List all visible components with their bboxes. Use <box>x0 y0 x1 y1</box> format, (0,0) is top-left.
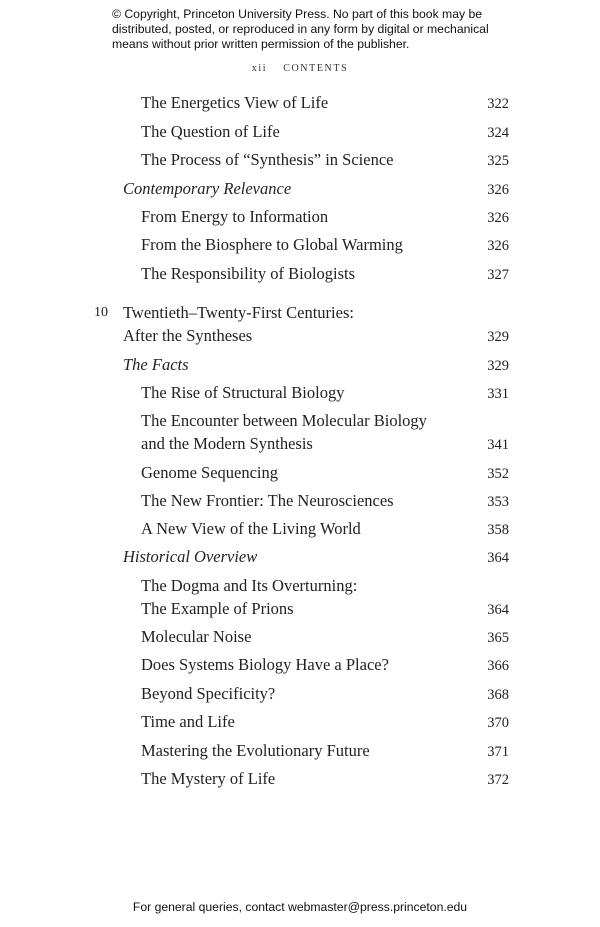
entry-page-number: 358 <box>487 522 509 538</box>
entry-page-number: 327 <box>487 267 509 283</box>
entry-page-number: 370 <box>487 715 509 731</box>
entry-page-number: 329 <box>487 328 509 345</box>
entry-title: The Rise of Structural Biology <box>141 383 345 402</box>
entry-page-number: 371 <box>487 744 509 760</box>
entry-title: The Energetics View of Life <box>141 93 329 112</box>
entry-title: The Responsibility of Biologists <box>141 264 356 283</box>
entry-page-number: 325 <box>487 153 509 169</box>
entry-page-number: 324 <box>487 125 509 141</box>
entry-page-number: 326 <box>487 210 509 226</box>
page-number: xii <box>251 63 268 74</box>
entry-title: A New View of the Living World <box>141 519 361 538</box>
entry-page-number: 322 <box>487 96 509 112</box>
entry-title: From Energy to Information <box>141 207 329 226</box>
entry-title: Genome Sequencing <box>141 463 279 482</box>
entry-title: The Encounter between Molecular Biology <box>141 411 427 430</box>
entry-page-number: 372 <box>487 772 509 788</box>
entry-title: The New Frontier: The Neurosciences <box>141 491 394 510</box>
running-head <box>0 63 600 74</box>
entry-title: From the Biosphere to Global Warming <box>141 235 403 254</box>
entry-title: The Facts <box>123 355 189 374</box>
entry-title-continued: The Example of Prions <box>141 598 294 618</box>
entry-title: Molecular Noise <box>141 627 252 646</box>
entry-page-number: 352 <box>487 466 509 482</box>
entry-page-number: 329 <box>487 358 509 374</box>
entry-title: The Process of “Synthesis” in Science <box>141 150 394 169</box>
entry-title-continued: After the Syntheses <box>123 325 253 345</box>
entry-title: The Mystery of Life <box>141 769 276 788</box>
footer: For general queries, contact webmaster@press.princeton.edu <box>132 900 468 914</box>
running-title: CONTENTS <box>283 63 349 74</box>
entry-page-number: 364 <box>487 550 509 566</box>
entry-page-number: 341 <box>487 436 509 453</box>
entry-page-number: 353 <box>487 494 509 510</box>
entry-page-number: 331 <box>487 386 509 402</box>
copyright-notice: © Copyright, Princeton University Press. No part of this book may be distributed, posted, or reproduced in any form by digital or mechanical means without prior written permission of the publisher. <box>112 7 489 51</box>
entry-title: Historical Overview <box>123 547 258 566</box>
entry-title: Time and Life <box>141 712 235 731</box>
entry-page-number: 364 <box>487 601 509 618</box>
chapter-number: 10 <box>94 305 108 320</box>
entry-title: The Question of Life <box>141 122 280 141</box>
entry-title: Does Systems Biology Have a Place? <box>141 655 389 674</box>
entry-title: Twentieth–Twenty-First Centuries: <box>123 303 354 322</box>
entry-title-continued: and the Modern Synthesis <box>141 433 313 453</box>
entry-title: Beyond Specificity? <box>141 684 276 703</box>
entry-title: Contemporary Relevance <box>123 179 292 198</box>
entry-page-number: 368 <box>487 687 509 703</box>
entry-page-number: 366 <box>487 658 509 674</box>
entry-title: The Dogma and Its Overturning: <box>141 576 358 595</box>
entry-title: Mastering the Evolutionary Future <box>141 741 370 760</box>
entry-page-number: 326 <box>487 238 509 254</box>
entry-page-number: 365 <box>487 630 509 646</box>
entry-page-number: 326 <box>487 182 509 198</box>
